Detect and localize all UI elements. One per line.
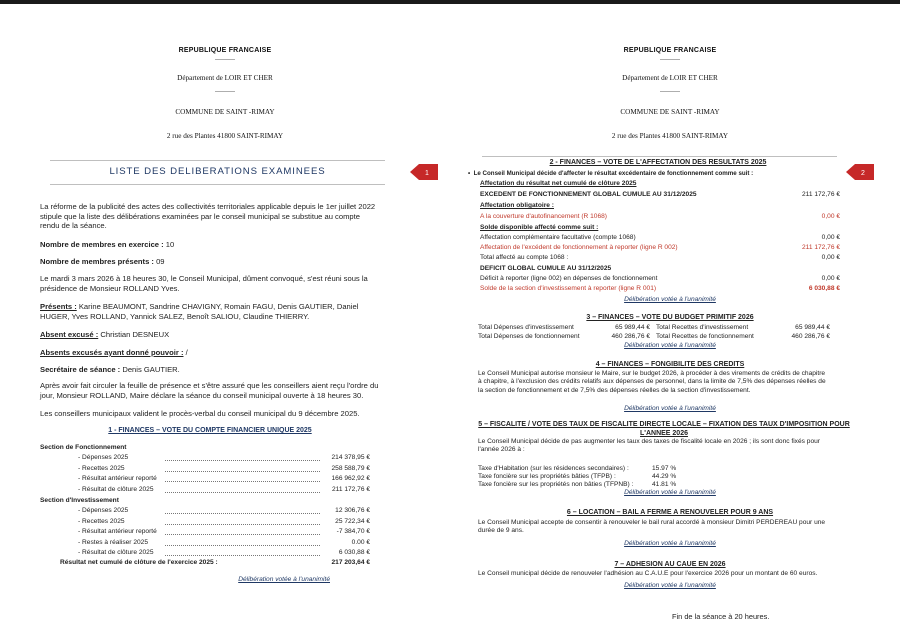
section-4-title: 4 – FINANCES – FONGIBILITE DES CREDITS xyxy=(595,361,745,368)
s5-tfpnb-value: 41.81 % xyxy=(652,481,677,488)
s2-solde-label: Solde disponible affecté comme suit : xyxy=(480,224,599,231)
s2-affect-label: Affectation du résultat net cumulé de clôture 2025 xyxy=(480,180,637,187)
present-value: 09 xyxy=(156,257,165,266)
s2-excedent-label: EXCEDENT DE FONCTIONNEMENT GLOBAL CUMULE AU 31/12/2025 xyxy=(480,191,697,198)
divider xyxy=(50,160,385,161)
section-5-title: 5 – FISCALITE / VOTE DES TAUX DE FISCALITE DIRECTE LOCALE – FIXATION DES TAUX D'IMPOSITION POUR L'ANNEE 2026 xyxy=(478,421,850,437)
department-label: Département de LOIR ET CHER xyxy=(177,74,273,82)
bullet: • xyxy=(468,170,474,177)
vote-status: Délibération votée à l'unanimité xyxy=(624,342,716,349)
present-names-paragraph xyxy=(40,302,385,321)
section-7-title: 7 – ADHESION AU CAUE EN 2026 xyxy=(614,561,726,568)
header-separator: ---------- xyxy=(660,89,680,95)
address-label: 2 rue des Plantes 41800 SAINT-RIMAY xyxy=(166,132,284,140)
page-right xyxy=(450,4,900,636)
republic-label: REPUBLIQUE FRANCAISE xyxy=(623,47,717,54)
members-line xyxy=(40,240,174,250)
s2-def-label: Déficit à reporter (ligne 002) en dépenses de fonctionnement xyxy=(480,275,658,282)
minutes-paragraph: Les conseillers municipaux valident le procès-verbal du conseil municipal du 9 décembre 2025. xyxy=(40,409,360,418)
present-label: Nombre de membres présents : xyxy=(40,257,154,266)
net-result-label: Résultat net cumulé de clôture de l'exercice 2025 : xyxy=(60,559,218,566)
invest-row-label: - Dépenses 2025 xyxy=(78,507,129,514)
present-names: Karine BEAUMONT, Sandrine CHAVIGNY, Romain FAGU, Denis GAUTIER, Daniel HUGER, Yves ROLLAND, Yannick SALEZ, Benoît SALIOU, Claudine THIERRY. xyxy=(40,302,359,321)
proxy-line xyxy=(40,348,188,358)
divider xyxy=(482,156,837,157)
s2-autofin-value: 0,00 € xyxy=(821,213,840,220)
s5-th-value: 15.97 % xyxy=(652,465,677,472)
invest-row-label: - Restes à réaliser 2025 xyxy=(78,538,149,546)
invest-row-label: - Résultat de clôture 2025 xyxy=(78,549,154,556)
commune-label: COMMUNE DE SAINT -RIMAY xyxy=(620,108,720,116)
proxy-label: Absents excusés ayant donné pouvoir : xyxy=(40,348,184,357)
department-label: Département de LOIR ET CHER xyxy=(622,74,718,82)
s5-text: Le Conseil Municipal décide de pas augmenter les taux des taxes de fiscalité locale en 2026 ; ils sont donc fixés pour l'année 2026 à : xyxy=(478,438,820,454)
fonct-row-label: - Recettes 2025 xyxy=(78,464,125,472)
invest-row-label: - Résultat antérieur reporté xyxy=(78,528,157,535)
divider xyxy=(50,184,385,185)
s5-tfpnb-label: Taxe foncière sur les propriétés non bâties (TFPNB) : xyxy=(478,481,634,488)
vote-status: Délibération votée à l'unanimité xyxy=(624,540,716,547)
header-separator: ---------- xyxy=(215,57,235,63)
excused-line xyxy=(40,330,169,340)
s4-text: Le Conseil Municipal autorise monsieur le Maire, sur le budget 2026, à procéder à des virements de crédits de chapitre à chapitre, à l'exclusion des crédits relatifs aux dépenses de personnel, dans la limite de 7,5% des dépenses réelles de la section de fonctionnement et de 7,5% des dépenses réelles de la section d'investissement. xyxy=(478,370,826,394)
invest-row-value: 25 722,34 € xyxy=(335,517,370,525)
net-result-value: 217 203,64 € xyxy=(331,559,370,566)
s7-text: Le Conseil municipal décide de renouveler l'adhésion au C.A.U.E pour l'exercice 2026 pour un montant de 60 euros. xyxy=(478,570,818,577)
s3-dep-inv-label: Total Dépenses d'investissement xyxy=(478,324,574,331)
s2-intro-text: Le Conseil Municipal décide d'affecter le résultat excédentaire de fonctionnement comme suit : xyxy=(473,170,754,177)
s6-text: Le Conseil Municipal accepte de consentir à renouveler le bail rural accordé à monsieur Dimitri PERDEREAU pour une durée de 9 ans. xyxy=(478,519,826,535)
present-names-label: Présents : xyxy=(40,302,77,311)
fonctionnement-label: Section de Fonctionnement xyxy=(40,444,127,451)
proxy-value: / xyxy=(185,348,188,357)
excused-names: Christian DESNEUX xyxy=(100,330,170,339)
s2-report-label: Affectation de l'excédent de fonctionnement à reporter (ligne R 002) xyxy=(480,244,678,251)
s3-dep-inv-value: 65 989,44 € xyxy=(615,324,650,331)
fonct-row-label: - Dépenses 2025 xyxy=(78,454,129,461)
s2-total-label: Total affecté au compte 1068 : xyxy=(480,254,569,261)
secretary-label: Secrétaire de séance : xyxy=(40,365,121,374)
s2-intro xyxy=(468,170,753,177)
s2-total-value: 0,00 € xyxy=(821,254,840,261)
vote-status: Délibération votée à l'unanimité xyxy=(624,405,716,412)
s2-def-value: 0,00 € xyxy=(821,275,840,282)
flag-number: 1 xyxy=(425,170,429,177)
investissement-label: Section d'Investissement xyxy=(40,497,119,504)
end-of-session: Fin de la séance à 20 heures. xyxy=(672,612,770,621)
s5-tfpb-label: Taxe foncière sur les propriétés bâties (TFPB) : xyxy=(478,473,616,480)
s2-excedent-value: 211 172,76 € xyxy=(801,191,840,198)
present-line xyxy=(40,257,165,267)
section-1-title: 1 - FINANCES – VOTE DU COMPTE FINANCIER UNIQUE 2025 xyxy=(108,427,312,434)
fonct-row-label: - Résultat antérieur reporté xyxy=(78,475,157,482)
s2-compl-label: Affectation complémentaire facultative (compte 1068) xyxy=(480,234,636,241)
invest-row-value: 12 306,76 € xyxy=(335,507,370,514)
address-label: 2 rue des Plantes 41800 SAINT-RIMAY xyxy=(611,132,729,140)
s2-deficit-label: DEFICIT GLOBAL CUMULE AU 31/12/2025 xyxy=(480,265,612,272)
flag-marker-icon xyxy=(846,164,874,180)
invest-row-value: -7 384,70 € xyxy=(336,528,370,535)
section-2-title: 2 - FINANCES – VOTE DE L'AFFECTATION DES RESULTATS 2025 xyxy=(549,159,767,166)
vote-status: Délibération votée à l'unanimité xyxy=(238,576,330,583)
header-separator: ---------- xyxy=(215,89,235,95)
page-left xyxy=(0,4,450,636)
s3-dep-fon-label: Total Dépenses de fonctionnement xyxy=(478,333,580,340)
fonct-row-value: 166 962,92 € xyxy=(331,475,370,482)
invest-row-value: 6 030,88 € xyxy=(338,549,370,556)
vote-status: Délibération votée à l'unanimité xyxy=(624,582,716,589)
s2-oblig-label: Affectation obligatoire : xyxy=(480,202,554,209)
fonct-row-value: 214 378,95 € xyxy=(331,454,370,461)
s3-rec-fon-label: Total Recettes de fonctionnement xyxy=(656,333,754,340)
excused-label: Absent excusé : xyxy=(40,330,99,339)
header-separator: ---------- xyxy=(660,57,680,63)
page-title: LISTE DES DELIBERATIONS EXAMINEES xyxy=(109,166,326,177)
invest-row-value: 0.00 € xyxy=(351,538,370,546)
secretary-name: Denis GAUTIER. xyxy=(122,365,180,374)
commune-label: COMMUNE DE SAINT -RIMAY xyxy=(175,108,275,116)
fonct-row-label: - Résultat de clôture 2025 xyxy=(78,485,154,493)
section-3-title: 3 – FINANCES – VOTE DU BUDGET PRIMITIF 2026 xyxy=(586,314,754,321)
vote-status: Délibération votée à l'unanimité xyxy=(624,489,716,496)
members-value: 10 xyxy=(165,240,175,249)
quorum-paragraph: Après avoir fait circuler la feuille de présence et s'être assuré que les conseillers aient reçu l'ordre du jour, Monsieur ROLLAND, Maire déclare la séance du conseil municipal ouverte à 18 heures 30. xyxy=(40,381,379,400)
flag-marker-icon xyxy=(410,164,438,180)
section-6-title: 6 – LOCATION – BAIL A FERME A RENOUVELER POUR 9 ANS xyxy=(566,509,774,516)
vote-status: Délibération votée à l'unanimité xyxy=(624,296,716,303)
flag-number: 2 xyxy=(861,170,865,177)
s2-autofin-label: A la couverture d'autofinancement (R 1068) xyxy=(480,213,607,220)
s5-tfpb-value: 44.29 % xyxy=(652,473,677,480)
members-label: Nombre de membres en exercice : xyxy=(40,240,164,249)
invest-row-label: - Recettes 2025 xyxy=(78,517,125,525)
s5-th-label: Taxe d'Habitation (sur les résidences secondaires) : xyxy=(478,465,629,472)
secretary-line xyxy=(40,365,180,375)
s3-dep-fon-value: 460 286,76 € xyxy=(611,333,650,340)
intro-paragraph: La réforme de la publicité des actes des collectivités territoriales applicable depuis le 1er juillet 2022 stipule que la liste des délibérations examinées par le conseil municipal se substitue au compte rendu de la séance. xyxy=(40,202,376,231)
s2-inv-label: Solde de la section d'investissement à reporter (ligne R 001) xyxy=(480,285,657,292)
fonct-row-value: 258 588,79 € xyxy=(331,464,370,472)
republic-label: REPUBLIQUE FRANCAISE xyxy=(178,47,272,54)
fonct-row-value: 211 172,76 € xyxy=(331,485,370,493)
s2-inv-value: 6 030,88 € xyxy=(808,285,840,292)
s3-rec-inv-label: Total Recettes d'investissement xyxy=(656,324,749,331)
s2-compl-value: 0,00 € xyxy=(821,234,840,241)
meeting-paragraph: Le mardi 3 mars 2026 à 18 heures 30, le Conseil Municipal, dûment convoqué, s'est réuni sous la présidence de Monsieur ROLLAND Yves. xyxy=(40,274,368,293)
s3-rec-fon-value: 460 286,76 € xyxy=(791,333,830,340)
s2-report-value: 211 172,76 € xyxy=(801,244,840,251)
s3-rec-inv-value: 65 989,44 € xyxy=(795,324,830,331)
